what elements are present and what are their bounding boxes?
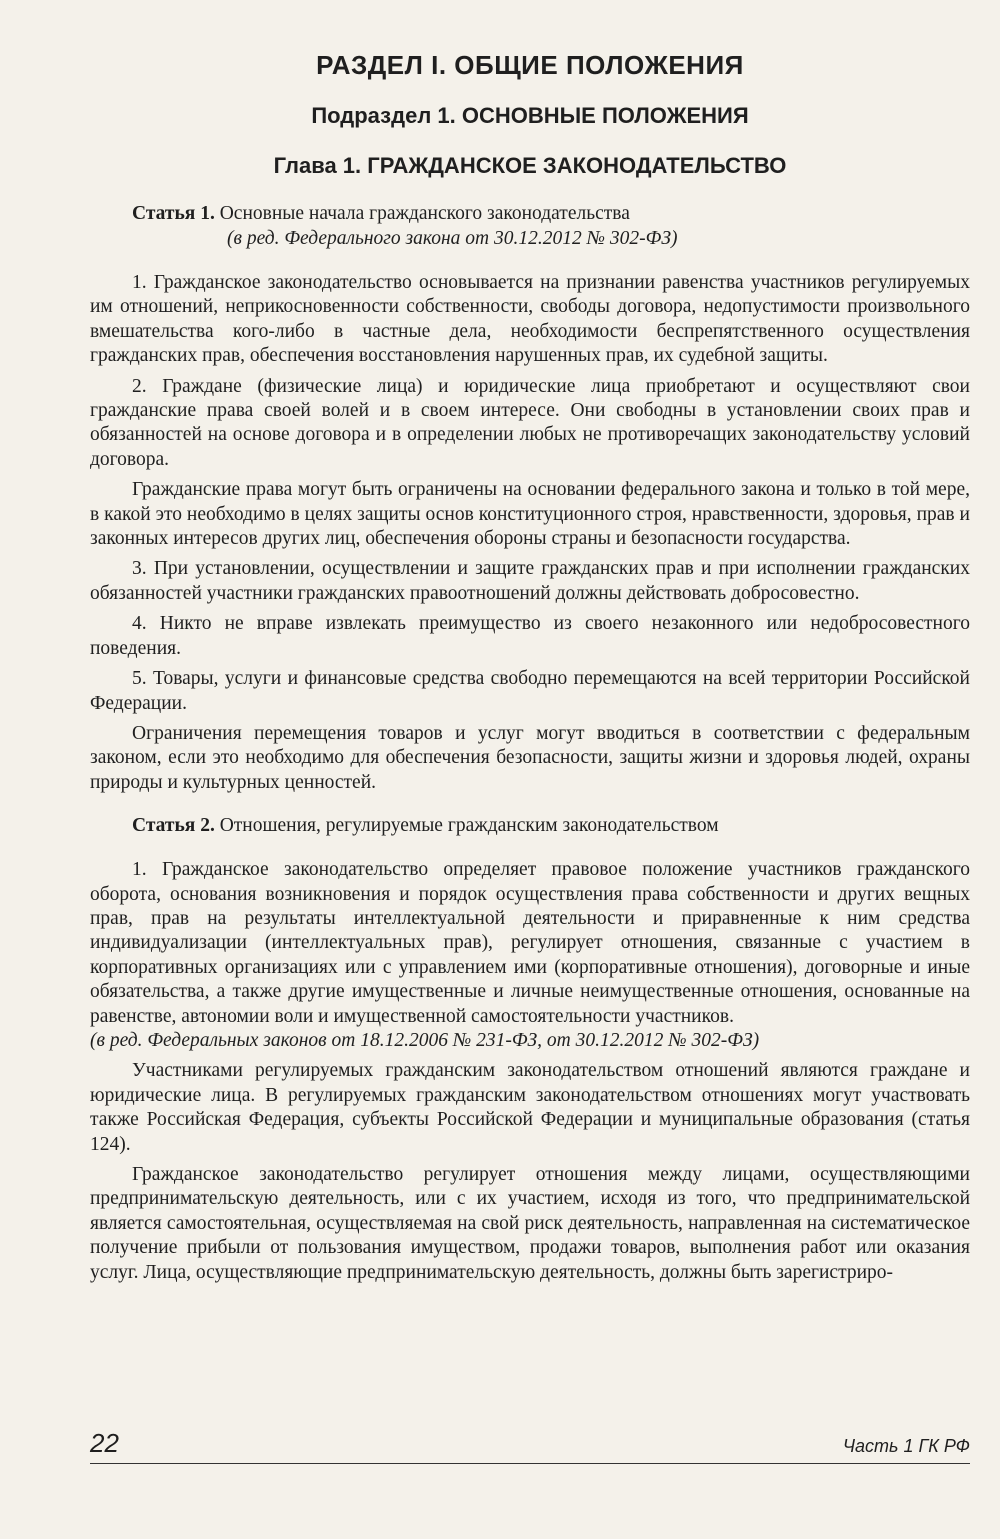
article-1-paragraph: 4. Никто не вправе извлекать преимущество из своего незаконного или недобросовестного поведения. [90, 613, 970, 659]
article-1-paragraph: 1. Гражданское законодательство основывается на признании равенства участников регулируемых им отношений, неприкосновенности собственности, свободы договора, недопустимости произвольного вмешательства кого-либо в частные дела, необходимости беспрепятственного осуществления гражданских прав, обеспечения восстановления нарушенных прав, их судебной защиты. [90, 272, 970, 367]
article-1-paragraph: 3. При установлении, осуществлении и защите гражданских прав и при исполнении гражданских обязанностей участники гражданских правоотношений должны действовать добросовестно. [90, 558, 970, 604]
article-2-body [90, 858, 970, 1285]
article-2-paragraph-text: 1. Гражданское законодательство определяет правовое положение участников гражданского оборота, основания возникновения и порядок осуществления права собственности и других вещных прав, прав на результаты интеллектуальной деятельности и приравненные к ним средства индивидуализации (интеллектуальных прав), регулирует отношения, связанные с участием в корпоративных организациях или с управлением ими (корпоративные отношения), договорные и иные обязательства, а также другие имущественные и личные неимущественные отношения, основанные на равенстве, автономии воли и имущественной самостоятельности участников. [90, 859, 970, 1027]
article-2-edition-note-line [90, 1029, 970, 1053]
article-1-heading [90, 201, 970, 251]
article-1-paragraph: Ограничения перемещения товаров и услуг могут вводиться в соответствии с федеральным законом, если это необходимо для обеспечения безопасности, защиты жизни и здоровья людей, охраны природы и культурных ценностей. [90, 722, 970, 793]
article-1-number: Статья 1. [132, 203, 215, 224]
article-1-title: Основные начала гражданского законодательства [219, 203, 630, 224]
page-number: 22 [90, 1428, 119, 1458]
article-2-number: Статья 2. [132, 815, 215, 837]
subsection-heading: Подраздел 1. ОСНОВНЫЕ ПОЛОЖЕНИЯ [311, 103, 749, 128]
article-2-paragraph [90, 858, 970, 1029]
page-footer [90, 1425, 970, 1464]
article-2-title: Отношения, регулируемые гражданским законодательством [219, 815, 719, 837]
article-1-edition-note: (в ред. Федерального закона от 30.12.2012 № 302-ФЗ) [227, 228, 678, 249]
article-2-edition-note: (в ред. Федеральных законов от 18.12.2006 № 231-ФЗ, от 30.12.2012 № 302-ФЗ) [90, 1029, 760, 1051]
article-1-paragraph: Гражданские права могут быть ограничены на основании федерального закона и только в той мере, в какой это необходимо в целях защиты основ конституционного строя, нравственности, здоровья, прав и законных интересов других лиц, обеспечения обороны страны и безопасности государства. [90, 479, 970, 550]
article-2-heading [90, 813, 970, 838]
section-heading: РАЗДЕЛ I. ОБЩИЕ ПОЛОЖЕНИЯ [316, 50, 744, 80]
article-2-paragraph: Гражданское законодательство регулирует отношения между лицами, осуществляющими предпринимательскую деятельность, или с их участием, исходя из того, что предпринимательской является самостоятельная, осуществляемая на свой риск деятельность, направленная на систематическое получение прибыли от пользования имуществом, продажи товаров, выполнения работ или оказания услуг. Лица, осуществляющие предпринимательскую деятельность, должны быть зарегистриро- [90, 1164, 970, 1283]
article-1-paragraph: 5. Товары, услуги и финансовые средства свободно перемещаются на всей территории Российской Федерации. [90, 668, 970, 714]
running-title: Часть 1 ГК РФ [842, 1436, 970, 1456]
article-1-paragraph: 2. Граждане (физические лица) и юридические лица приобретают и осуществляют свои гражданские права своей волей и в своем интересе. Они свободны в установлении своих прав и обязанностей на основе договора и в определении любых не противоречащих законодательству условий договора. [90, 375, 970, 470]
chapter-heading: Глава 1. ГРАЖДАНСКОЕ ЗАКОНОДАТЕЛЬСТВО [273, 153, 787, 178]
article-2-paragraph: Участниками регулируемых гражданским законодательством отношений являются граждане и юридические лица. В регулируемых гражданским законодательством отношениях могут участвовать также Российская Федерация, субъекты Российской Федерации и муниципальные образования (статья 124). [90, 1060, 970, 1155]
article-1-body [90, 271, 970, 795]
